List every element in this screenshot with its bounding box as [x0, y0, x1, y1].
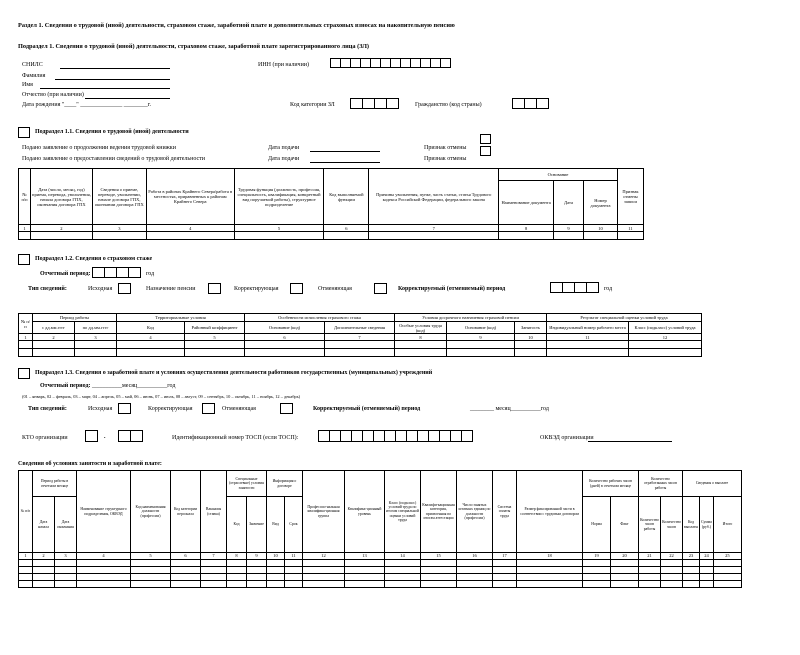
- wc-col-class: Класс (подкласс) условий труда по итогам специальной оценки условий труда: [385, 471, 421, 553]
- wc-col-payments: Сведения о выплате: [683, 471, 742, 497]
- wc-col-staff: Число занятых штатных единиц по должности (профессии): [457, 471, 493, 553]
- num: 2: [30, 225, 92, 232]
- sub12-type-label: Тип сведений:: [28, 286, 67, 292]
- sub12-corrected-label: Корректируемый (отменяемый) период: [398, 286, 506, 292]
- sub12-title: Подраздел 1.2. Сведения о страховом стаже: [35, 256, 153, 262]
- num: 5: [234, 225, 324, 232]
- table-row[interactable]: [19, 349, 702, 357]
- sub13-corrected-label: Корректируемый (отменяемый) период: [313, 406, 421, 412]
- sub12-corrected-cells[interactable]: [550, 282, 598, 293]
- wc-col-special: Специальные (отраслевые) условия занятости: [227, 471, 267, 497]
- col-work-period: Период работы: [33, 314, 117, 322]
- sub11-checkbox[interactable]: [18, 127, 30, 138]
- col-number: № п/п: [19, 169, 31, 225]
- name-field[interactable]: [40, 82, 170, 89]
- subsection-title: Подраздел 1. Сведения о трудовой (иной) деятельности, страховом стаже, заработной плате зарегистрированного лица (ЗЛ): [18, 43, 370, 50]
- wc-col-start: Дата начала: [33, 497, 55, 553]
- cancel-sign-label-1: Признак отмены: [424, 145, 467, 151]
- type-cancel-label: Отменяющая: [318, 286, 352, 292]
- col-class: Класс (подкласс) условий труда: [629, 322, 702, 334]
- inn-cells[interactable]: [330, 58, 450, 68]
- wc-col-pay-sum: Сумма (руб.): [700, 497, 714, 553]
- col-number: № п/п: [19, 314, 33, 334]
- num: 16: [457, 553, 493, 560]
- citizenship-label: Гражданство (код страны): [415, 102, 482, 108]
- sub11-row2-label: Подано заявление о предоставлении сведений о трудовой деятельности: [22, 156, 205, 162]
- sub11-table: [18, 168, 644, 240]
- type-corrective-checkbox[interactable]: [290, 283, 303, 294]
- wc-col-personnel: Код категории персонала: [171, 471, 201, 553]
- col-stage-calc: Особенности исчисления страхового стажа: [245, 314, 395, 322]
- table-row[interactable]: [19, 581, 742, 588]
- kto-cell-1[interactable]: [85, 430, 98, 442]
- col-to: по дд.мм.гггг: [75, 322, 117, 334]
- type-cancel-checkbox[interactable]: [374, 283, 387, 294]
- table-row[interactable]: [19, 341, 702, 349]
- num: 9: [554, 225, 584, 232]
- sub13-type-cancel-label: Отменяющая: [222, 406, 256, 412]
- wc-col-contract-type: Вид: [267, 497, 285, 553]
- kto-label: КТО организации: [22, 435, 68, 441]
- col-basis-code-2: Основание (код): [447, 322, 515, 334]
- section-title: Раздел 1. Сведения о трудовой (иной) деятельности, страховом стаже, заработной плате и дополнительных страховых взносах на накопительную пенсию: [18, 22, 455, 29]
- sub13-period: Отчетный период: __________месяц__________год: [40, 383, 176, 389]
- type-initial-label: Исходная: [88, 286, 113, 292]
- col-occupancy: Занятость: [515, 322, 547, 334]
- wc-col-position: Код наименования должности (профессии): [131, 471, 171, 553]
- filed-date-label-1: Дата подачи: [268, 145, 300, 151]
- num: 14: [385, 553, 421, 560]
- wc-col-worked: Количество отработанных часов работы: [639, 471, 683, 497]
- col-basis-date: Дата: [554, 181, 584, 225]
- num: 20: [611, 553, 639, 560]
- num: 6: [171, 553, 201, 560]
- work-conditions-table: [18, 470, 742, 588]
- num: 1: [19, 225, 31, 232]
- table-row[interactable]: [19, 232, 644, 240]
- num: 23: [683, 553, 700, 560]
- wc-col-special-code: Код: [227, 497, 247, 553]
- cancel-sign-box-2[interactable]: [480, 146, 491, 156]
- num: 10: [515, 334, 547, 341]
- sub12-table: [18, 313, 702, 357]
- filed-date-field-2[interactable]: [310, 156, 380, 163]
- wc-col-unit: Наименование структурного подразделения, ОКВЭД: [77, 471, 131, 553]
- wc-col-work-hours: Количество часов работы: [639, 497, 661, 553]
- wc-col-fixed: Размер фиксированной части в соответствии с трудовым договором: [517, 471, 583, 553]
- category-code-cells[interactable]: [350, 98, 398, 109]
- sub11-title: Подраздел 1.1. Сведения о трудовой (иной) деятельности: [35, 129, 189, 135]
- num: 1: [19, 553, 33, 560]
- col-early-pension: Условия досрочного назначения страховой пенсии: [395, 314, 547, 322]
- col-sout: Результат специальной оценки условий труда: [547, 314, 702, 322]
- name-label: Имя: [22, 82, 33, 88]
- sub13-corrected-date: ________ месяц__________год: [470, 406, 549, 412]
- sub13-checkbox[interactable]: [18, 368, 30, 379]
- col-basis-doc: Наименование документа: [499, 181, 554, 225]
- tosp-label: Идентификационный номер ТОСП (если ТОСП):: [172, 435, 299, 441]
- col-function: Трудовая функция (должность, профессия, специальность, квалификация, конкретный вид поручаемой работы), структурное подразделение: [234, 169, 324, 225]
- col-from: с дд.мм.гггг: [33, 322, 75, 334]
- filed-date-field-1[interactable]: [310, 145, 380, 152]
- filed-date-label-2: Дата подачи: [268, 156, 300, 162]
- col-basis: Основание: [499, 169, 618, 181]
- wc-col-end: Дата окончания: [55, 497, 77, 553]
- category-code-label: Код категории ЗЛ: [290, 102, 335, 108]
- sub13-type-corrective-checkbox[interactable]: [202, 403, 215, 414]
- snils-label: СНИЛС: [22, 62, 43, 68]
- sub12-year-label: год: [146, 271, 155, 277]
- cancel-sign-label-2: Признак отмены: [424, 156, 467, 162]
- num: 17: [493, 553, 517, 560]
- num: 8: [395, 334, 447, 341]
- patronymic-field[interactable]: [85, 92, 170, 99]
- num: 4: [117, 334, 185, 341]
- num: 7: [369, 225, 499, 232]
- wc-col-contract-term: Срок: [285, 497, 303, 553]
- num: 10: [267, 553, 285, 560]
- col-cancel: Признак отмены записи: [617, 169, 643, 225]
- num: 12: [629, 334, 702, 341]
- wc-col-contract: Информация о договоре: [267, 471, 303, 497]
- num: 8: [499, 225, 554, 232]
- kto-dot: .: [104, 434, 106, 440]
- num: 7: [325, 334, 395, 341]
- patronymic-label: Отчество (при наличии): [22, 92, 84, 98]
- sub13-type-initial-checkbox[interactable]: [118, 403, 131, 414]
- wc-col-prof-group: Профессио-нальная квалифика-ционная группа: [303, 471, 345, 553]
- col-basis-number: Номер документа: [583, 181, 617, 225]
- okved-field[interactable]: [588, 435, 672, 442]
- num: 3: [75, 334, 117, 341]
- type-initial-checkbox[interactable]: [118, 283, 131, 294]
- num: 6: [245, 334, 325, 341]
- type-pension-label: Назначение пенсии: [146, 286, 196, 292]
- wc-col-fact: Факт: [611, 497, 639, 553]
- num: 5: [131, 553, 171, 560]
- num: 10: [583, 225, 617, 232]
- sub13-title: Подраздел 1.3. Сведения о заработной плате и условиях осуществления деятельности работников государственных (муниципальных) учреждений: [35, 370, 433, 376]
- snils-field[interactable]: [60, 62, 170, 69]
- sub13-type-cancel-checkbox[interactable]: [280, 403, 293, 414]
- type-corrective-label: Корректирующая: [234, 286, 279, 292]
- birth-date-label: Дата рождения "____" ______________ ________г.: [22, 102, 152, 108]
- num: 24: [700, 553, 714, 560]
- cancel-sign-box-1[interactable]: [480, 134, 491, 144]
- table-row[interactable]: [19, 560, 742, 567]
- col-workplace: Индивидуальный номер рабочего места: [547, 322, 629, 334]
- num: 2: [33, 553, 55, 560]
- num: 3: [92, 225, 146, 232]
- surname-field[interactable]: [55, 73, 170, 80]
- num: 9: [247, 553, 267, 560]
- col-dismissal: Причины увольнения, пункт, часть статьи, статья Трудового кодекса Российской Федерации, федерального закона: [369, 169, 499, 225]
- sub13-type-label: Тип сведений:: [28, 406, 67, 412]
- num: 9: [447, 334, 515, 341]
- num: 11: [285, 553, 303, 560]
- col-special: Особые условия труда (код): [395, 322, 447, 334]
- num: 5: [185, 334, 245, 341]
- col-info: Сведения о приеме, переводе, увольнении, начале договора ГПХ, окончании договора ГПХ: [92, 169, 146, 225]
- num: 6: [324, 225, 369, 232]
- col-date: Дата (число, месяц, год) приема, перевода, увольнения, начала договора ГПХ, окончания договора ГПХ: [30, 169, 92, 225]
- wc-col-number: № п/п: [19, 471, 33, 553]
- kto-cells[interactable]: [118, 430, 142, 442]
- wc-col-qual-cat: Квалифи-кационная категория, присвоенная по итогам аттестации: [421, 471, 457, 553]
- num: 15: [421, 553, 457, 560]
- wc-col-pay-code: Код выплаты: [683, 497, 700, 553]
- citizenship-cells[interactable]: [512, 98, 548, 109]
- inn-label: ИНН (при наличии): [258, 62, 309, 68]
- num: 12: [303, 553, 345, 560]
- months-note: (01 – январь, 02 – февраль, 03 – март, 04 – апрель, 05 – май, 06 – июнь, 07 – июль, 08 – август, 09 – сентябрь, 10 – октябрь, 11 – ноябрь, 12 – декабрь): [22, 394, 301, 399]
- sub13-type-initial-label: Исходная: [88, 406, 113, 412]
- sub12-period-label: Отчетный период:: [40, 271, 91, 277]
- wc-col-vacancy: Вакансия (ставка): [201, 471, 227, 553]
- wc-col-norm: Норма: [583, 497, 611, 553]
- wc-col-hours: Количество рабочих часов (дней) в отчетном месяце: [583, 471, 639, 497]
- num: 1: [19, 334, 33, 341]
- num: 11: [617, 225, 643, 232]
- col-function-code: Код выполняемой функции: [324, 169, 369, 225]
- num: 4: [146, 225, 234, 232]
- table-row[interactable]: [19, 574, 742, 581]
- num: 2: [33, 334, 75, 341]
- wc-col-pay-system: Система оплаты труда: [493, 471, 517, 553]
- num: 25: [713, 553, 741, 560]
- sub11-row1-label: Подано заявление о продолжении ведения трудовой книжки: [22, 145, 176, 151]
- num: 19: [583, 553, 611, 560]
- num: 18: [517, 553, 583, 560]
- col-terr-code: Код: [117, 322, 185, 334]
- wc-col-qual-level: Квалифика-ционный уровень: [345, 471, 385, 553]
- sub12-checkbox[interactable]: [18, 254, 30, 265]
- num: 4: [77, 553, 131, 560]
- work-conditions-title: Сведения об условиях занятости и заработной плате:: [18, 461, 162, 467]
- num: 22: [661, 553, 683, 560]
- tosp-cells[interactable]: [318, 430, 472, 442]
- table-row[interactable]: [19, 567, 742, 574]
- type-pension-checkbox[interactable]: [208, 283, 221, 294]
- num: 13: [345, 553, 385, 560]
- col-extra: Дополнительные сведения: [325, 322, 395, 334]
- num: 7: [201, 553, 227, 560]
- okved-label: ОКВЭД организации: [540, 435, 594, 441]
- sub12-period-cells[interactable]: [92, 267, 140, 278]
- col-basis-code: Основание (код): [245, 322, 325, 334]
- num: 11: [547, 334, 629, 341]
- num: 8: [227, 553, 247, 560]
- sub13-type-corrective-label: Корректирующая: [148, 406, 193, 412]
- sub12-corrected-year: год: [604, 286, 613, 292]
- wc-col-period: Период работы в отчетном месяце: [33, 471, 77, 497]
- surname-label: Фамилия: [22, 73, 46, 79]
- col-terr-coef: Районный коэффициент: [185, 322, 245, 334]
- col-north: Работа в районах Крайнего Севера/работа в местностях, приравненных к районам Крайнего Севера: [146, 169, 234, 225]
- col-territorial: Территориальные условия: [117, 314, 245, 322]
- num: 3: [55, 553, 77, 560]
- wc-col-special-value: Значение: [247, 497, 267, 553]
- num: 21: [639, 553, 661, 560]
- wc-col-total: Итого: [713, 497, 741, 553]
- wc-col-hours-count: Количество часов: [661, 497, 683, 553]
